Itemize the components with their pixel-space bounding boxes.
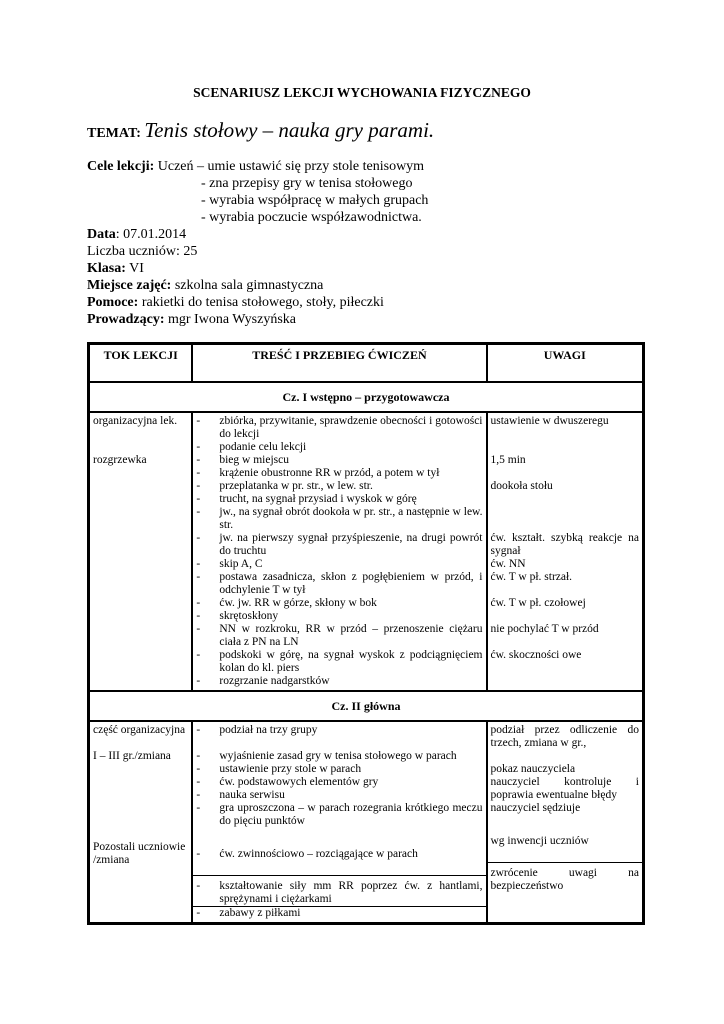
list-item: - rozgrzanie nadgarstków [196,675,330,687]
date-label: Data [87,227,116,242]
section-title: Cz. II główna [89,691,643,721]
list-item: - zbiórka, przywitanie, sprawdzenie obecności i gotowości do lekcji [196,415,483,440]
phase-label: organizacyjna lek. [93,415,178,427]
phase-cell [89,721,192,923]
notes-cell [487,721,644,923]
note: dookoła stołu [490,480,553,492]
list-item: - podział na trzy grupy [196,724,318,736]
note: ćw. skoczności owe [490,649,582,661]
note: zwrócenie uwagi na bezpieczeństwo [490,867,639,892]
note: podział przez odliczenie do trzech, zmiana w gr., [490,724,639,749]
list-item: - skrętoskłony [196,610,279,622]
aids-value: rakietki do tenisa stołowego, stoły, piłeczki [138,295,384,310]
note: ćw. NN [490,558,526,570]
list-item: - podanie celu lekcji [196,441,307,453]
section-title: Cz. I wstępno – przygotowawcza [89,382,643,412]
note: ćw. kształt. szybką reakcje na sygnał [490,532,639,557]
list-item: - jw., na sygnał obrót dookoła w pr. str., a następnie w lew. str. [196,506,483,531]
date-value: : 07.01.2014 [115,227,187,242]
note: wg inwencji uczniów [490,835,589,847]
goal-line: - zna przepisy gry w tenisa stołowego [201,176,413,191]
phase-label: rozgrzewka [93,454,147,466]
column-header: UWAGI [487,344,644,382]
place-label: Miejsce zajęć: [87,278,172,293]
phase-cell [89,412,192,691]
list-item: - jw. na pierwszy sygnał przyśpieszenie, na drugi powrót do truchtu [196,532,483,557]
aids-label: Pomoce: [87,295,139,310]
note: 1,5 min [490,454,526,466]
list-item: - zabawy z piłkami [196,907,301,919]
list-item: - skip A, C [196,558,263,570]
students-count: Liczba uczniów: 25 [87,244,198,259]
notes-cell [487,412,644,691]
class-label: Klasa: [87,261,126,276]
column-header: TOK LEKCJI [89,344,192,382]
list-item: - NN w rozkroku, RR w przód – przenoszenie ciężaru ciała z PN na LN [196,623,483,648]
note: ustawienie w dwuszeregu [490,415,609,427]
list-item: - gra uproszczona – w parach rozegrania krótkiego meczu do pięciu punktów [196,802,483,827]
goal-line: - wyrabia współpracę w małych grupach [201,193,429,208]
topic-value: Tenis stołowy – nauka gry parami. [144,118,435,142]
list-item: - trucht, na sygnał przysiad i wyskok w górę [196,493,417,505]
lesson-topic [87,118,434,143]
goal-line: Uczeń – umie ustawić się przy stole tenisowym [154,159,425,174]
place-value: szkolna sala gimnastyczna [171,278,324,293]
exercises-cell [192,721,486,923]
class-value: VI [125,261,144,276]
lesson-plan-table [87,342,645,925]
goals-label: Cele lekcji: [87,159,155,174]
topic-label: TEMAT: [87,126,141,141]
note: pokaz nauczyciela [490,763,576,775]
list-item: - kształtowanie siły mm RR poprzez ćw. z hantlami, sprężynami i ciężarkami [196,880,483,905]
table-row [89,721,643,923]
phase-label: część organizacyjna [93,724,186,736]
list-item: - podskoki w górę, na sygnał wyskok z podciągnięciem kolan do kl. piers [196,649,483,674]
teacher-label: Prowadzący: [87,312,165,327]
table-header-row [89,344,643,382]
list-item: - nauka serwisu [196,789,285,801]
exercises-cell [192,412,486,691]
note: ćw. T w pł. strzał. [490,571,573,583]
teacher-value: mgr Iwona Wyszyńska [164,312,296,327]
list-item: - ćw. jw. RR w górze, skłony w bok [196,597,377,609]
phase-label: Pozostali uczniowie /zmiana [93,841,186,866]
list-item: - wyjaśnienie zasad gry w tenisa stołowego w parach [196,750,457,762]
document-title: SCENARIUSZ LEKCJI WYCHOWANIA FIZYCZNEGO [193,85,531,100]
lesson-info [87,158,647,328]
list-item: - postawa zasadnicza, skłon z pogłębieniem w przód, i odchylenie T w tył [196,571,483,596]
list-item: - bieg w miejscu [196,454,289,466]
column-header: TREŚĆ I PRZEBIEG ĆWICZEŃ [192,344,486,382]
goal-line: - wyrabia poczucie współzawodnictwa. [201,210,422,225]
list-item: - ustawienie przy stole w parach [196,763,362,775]
note: ćw. T w pł. czołowej [490,597,586,609]
note: nie pochylać T w przód [490,623,599,635]
list-item: - przeplatanka w pr. str., w lew. str. [196,480,373,492]
list-item: - ćw. zwinnościowo – rozciągające w parach [196,848,418,860]
note: nauczyciel sędziuje [490,802,581,814]
note: nauczyciel kontroluje i poprawia ewentualne błędy [490,776,639,801]
section-row [89,382,643,412]
list-item: - krążenie obustronne RR w przód, a potem w tył [196,467,440,479]
table-row [89,412,643,691]
section-row [89,691,643,721]
list-item: - ćw. podstawowych elementów gry [196,776,379,788]
phase-label: I – III gr./zmiana [93,750,171,762]
